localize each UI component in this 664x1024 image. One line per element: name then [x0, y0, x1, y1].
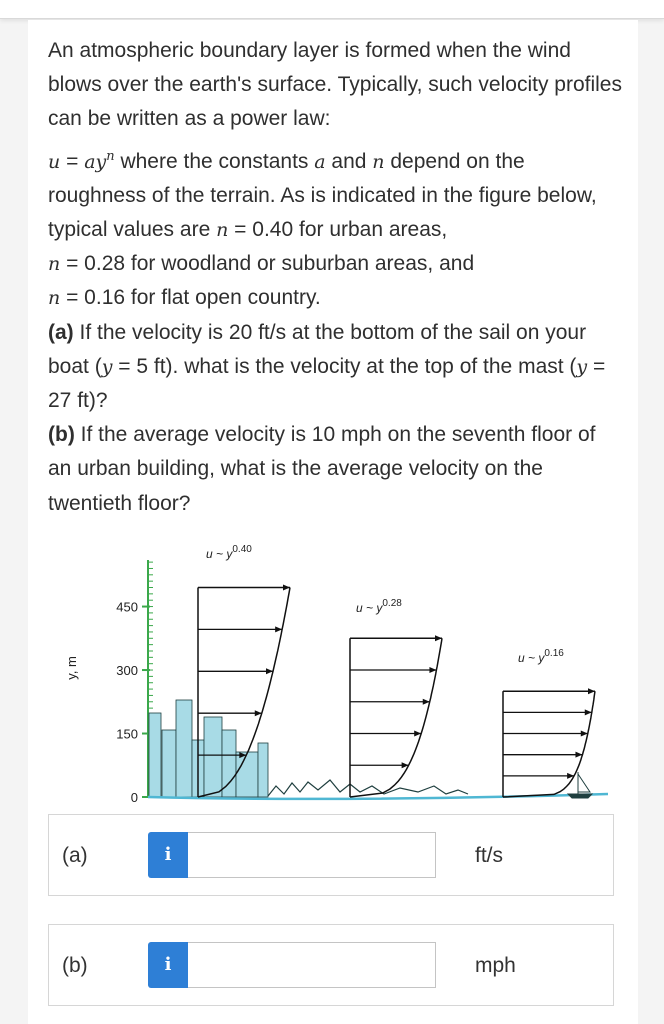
velocity-profile-curve [350, 638, 442, 797]
problem-paragraph [48, 34, 623, 521]
law-ay: ay [84, 150, 107, 173]
profile-label-woodland: u ~ $y^{0.28}$ [356, 598, 402, 615]
n1-var: n [216, 219, 229, 242]
top-bar [0, 0, 664, 19]
intro-text-2: where the constants [114, 149, 315, 173]
tick-label: 0 [130, 790, 138, 805]
answer-label-b: (b) [62, 954, 88, 977]
question-card [28, 20, 638, 1024]
tick-label: 450 [116, 599, 138, 615]
part-b-text: If the average velocity is 10 mph on the seventh floor of an urban building, what is the average velocity on the twentieth floor? [48, 423, 596, 515]
problem-statement [48, 34, 623, 521]
profile-woodland [350, 635, 442, 797]
boundary-layer-figure [48, 540, 608, 820]
law-exponent: n [106, 148, 115, 164]
n2-var: n [48, 253, 61, 276]
answer-input-a[interactable] [188, 832, 436, 878]
answer-unit-a: ft/s [475, 844, 504, 867]
law-u: u [48, 150, 61, 173]
profile-label-open-country: u ~ $y^{0.16}$ [518, 648, 564, 665]
part-a-text-1: If the velocity is 20 ft/s at the bottom of the sail on your boat ( [48, 320, 587, 378]
part-b-label: (b) [48, 423, 75, 447]
answer-row-a [48, 814, 614, 896]
intro-text-3: and [325, 149, 373, 173]
var-n: n [372, 150, 385, 173]
answer-label-a: (a) [62, 844, 88, 867]
info-icon[interactable]: i [148, 832, 188, 878]
answer-input-b[interactable] [188, 942, 436, 988]
profile-label-urban: u ~ $y^{0.40}$ [206, 544, 252, 561]
part-a-label: (a) [48, 320, 74, 344]
urban-skyline [149, 700, 268, 797]
var-a: a [314, 150, 326, 173]
part-a-text-3: = 27 ft)? [48, 354, 606, 413]
tick-label: 150 [116, 726, 138, 742]
y-axis-label: y, m [64, 656, 79, 680]
n3-text: = 0.16 for flat open country. [60, 286, 321, 310]
part-a-text-2: = 5 ft). what is the velocity at the top of the mast ( [112, 354, 577, 378]
part-a-y2: y [576, 355, 588, 378]
intro-text-4: depend on the roughness of the terrain. As is indicated in the figure below, typical values are [48, 149, 597, 242]
info-icon[interactable]: i [148, 942, 188, 988]
answer-unit-b: mph [475, 954, 516, 977]
law-eq: = [60, 149, 85, 173]
tick-labels [116, 600, 138, 805]
woodland-silhouette [268, 780, 468, 796]
answer-row-b [48, 924, 614, 1006]
tick-label: 300 [116, 663, 138, 679]
intro-text: An atmospheric boundary layer is formed when the wind blows over the earth's surface. Typically, such velocity profiles can be written as a power law: [48, 39, 622, 131]
n1-text: = 0.40 for urban areas, [228, 218, 448, 242]
n3-var: n [48, 287, 61, 310]
n2-text: = 0.28 for woodland or suburban areas, and [60, 252, 475, 276]
part-a-y1: y [101, 355, 113, 378]
